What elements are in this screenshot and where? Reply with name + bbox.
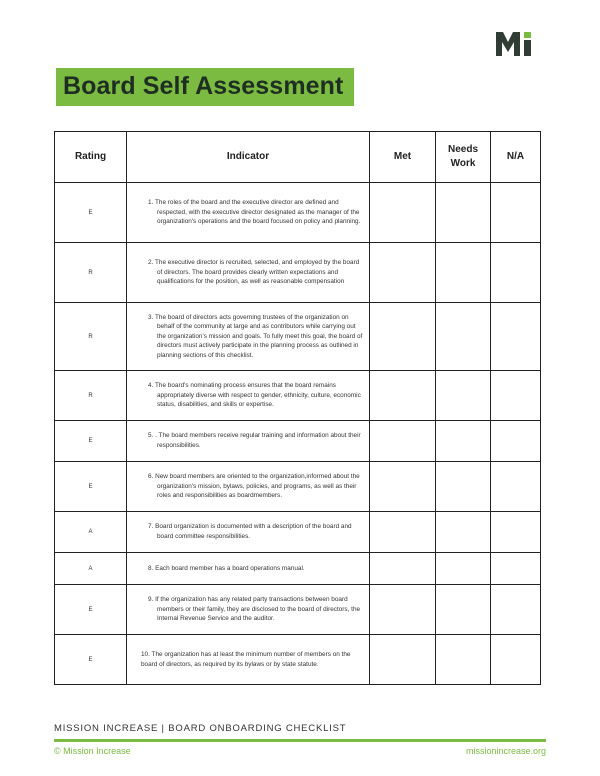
na-checkbox-cell[interactable]	[491, 635, 541, 685]
table-row	[55, 183, 541, 243]
footer-divider	[54, 739, 546, 742]
rating-cell: R	[55, 243, 127, 303]
met-checkbox-cell[interactable]	[370, 462, 436, 512]
indicator-cell	[127, 553, 370, 585]
header-needs-work	[436, 132, 491, 183]
needs-work-checkbox-cell[interactable]	[436, 462, 491, 512]
indicator-text: 2. The executive director is recruited, selected, and employed by the board of directors. The board provides clearly written expectations and qualifications for the position, as well as reasonable compensation	[148, 259, 360, 286]
indicator-cell	[127, 183, 370, 243]
indicator-text: 4. The board's nominating process ensures that the board remains appropriately diverse with respect to gender, ethnicity, culture, economic status, disabilities, and skills or expertise.	[148, 382, 361, 409]
footer-copyright: © Mission Increase	[54, 746, 131, 756]
met-checkbox-cell[interactable]	[370, 183, 436, 243]
met-checkbox-cell[interactable]	[370, 585, 436, 635]
mission-increase-logo	[496, 32, 538, 56]
assessment-table	[54, 131, 541, 685]
indicator-cell	[127, 512, 370, 553]
na-checkbox-cell[interactable]	[491, 243, 541, 303]
indicator-cell	[127, 585, 370, 635]
na-checkbox-cell[interactable]	[491, 183, 541, 243]
na-checkbox-cell[interactable]	[491, 303, 541, 371]
needs-work-checkbox-cell[interactable]	[436, 371, 491, 421]
rating-cell: E	[55, 183, 127, 243]
indicator-text: 8. Each board member has a board operations manual.	[148, 564, 305, 572]
indicator-text: 5. . The board members receive regular training and information about their responsibilities.	[148, 432, 361, 449]
table-row	[55, 635, 541, 685]
rating-cell: E	[55, 635, 127, 685]
indicator-cell	[127, 462, 370, 512]
needs-work-checkbox-cell[interactable]	[436, 585, 491, 635]
indicator-text: 10. The organization has at least the minimum number of members on the board of directors, as required by its bylaws or by state statute.	[141, 650, 351, 668]
indicator-text: 6. New board members are oriented to the organization,informed about the organization's mission, bylaws, policies, and programs, as well as their roles and responsibilities as boardmembers.	[148, 473, 360, 500]
header-needs-work-line1: Needs	[447, 144, 478, 155]
table-row	[55, 243, 541, 303]
table-row	[55, 371, 541, 421]
needs-work-checkbox-cell[interactable]	[436, 553, 491, 585]
page-title: Board Self Assessment	[63, 72, 344, 100]
met-checkbox-cell[interactable]	[370, 303, 436, 371]
needs-work-checkbox-cell[interactable]	[436, 243, 491, 303]
rating-cell: E	[55, 585, 127, 635]
footer-website-link[interactable]: missionincrease.org	[465, 746, 546, 756]
table-row	[55, 512, 541, 553]
indicator-text: 3. The board of directors acts governing trustees of the organization on behalf of the community at large and as contributors while carrying out the organization's mission and goals. To fully meet this goal, the board of directors must actively participate in the planning process as outlined in planning sections of this checklist.	[148, 313, 363, 359]
rating-cell: E	[55, 421, 127, 462]
header-indicator: Indicator	[127, 132, 370, 183]
na-checkbox-cell[interactable]	[491, 462, 541, 512]
na-checkbox-cell[interactable]	[491, 421, 541, 462]
header-na: N/A	[491, 132, 541, 183]
met-checkbox-cell[interactable]	[370, 243, 436, 303]
met-checkbox-cell[interactable]	[370, 553, 436, 585]
needs-work-checkbox-cell[interactable]	[436, 421, 491, 462]
na-checkbox-cell[interactable]	[491, 585, 541, 635]
met-checkbox-cell[interactable]	[370, 635, 436, 685]
met-checkbox-cell[interactable]	[370, 512, 436, 553]
indicator-cell	[127, 421, 370, 462]
indicator-text: 7. Board organization is documented with a description of the board and board committee responsibilities.	[148, 523, 352, 540]
header-needs-work-line2: Work	[450, 158, 476, 169]
table-row	[55, 585, 541, 635]
indicator-cell	[127, 635, 370, 685]
rating-cell: E	[55, 462, 127, 512]
needs-work-checkbox-cell[interactable]	[436, 635, 491, 685]
title-banner	[56, 68, 354, 106]
table-row	[55, 553, 541, 585]
na-checkbox-cell[interactable]	[491, 371, 541, 421]
met-checkbox-cell[interactable]	[370, 421, 436, 462]
indicator-cell	[127, 371, 370, 421]
met-checkbox-cell[interactable]	[370, 371, 436, 421]
na-checkbox-cell[interactable]	[491, 512, 541, 553]
na-checkbox-cell[interactable]	[491, 553, 541, 585]
table-header-row	[55, 132, 541, 183]
rating-cell: A	[55, 553, 127, 585]
indicator-cell	[127, 243, 370, 303]
indicator-text: 1. The roles of the board and the executive director are defined and respected, with the executive director designated as the manager of the organization's operations and the board focused on policy and planning.	[148, 199, 361, 226]
needs-work-checkbox-cell[interactable]	[436, 512, 491, 553]
needs-work-checkbox-cell[interactable]	[436, 183, 491, 243]
rating-cell: R	[55, 303, 127, 371]
header-rating: Rating	[55, 132, 127, 183]
rating-cell: A	[55, 512, 127, 553]
indicator-cell	[127, 303, 370, 371]
needs-work-checkbox-cell[interactable]	[436, 303, 491, 371]
rating-cell: R	[55, 371, 127, 421]
header-met: Met	[370, 132, 436, 183]
table-row	[55, 462, 541, 512]
table-row	[55, 421, 541, 462]
table-row	[55, 303, 541, 371]
footer-label: MISSION INCREASE | BOARD ONBOARDING CHECKLIST	[54, 723, 347, 734]
indicator-text: 9. If the organization has any related party transactions between board members or their family, they are disclosed to the board of directors, the Internal Revenue Service and the auditor.	[148, 596, 361, 623]
